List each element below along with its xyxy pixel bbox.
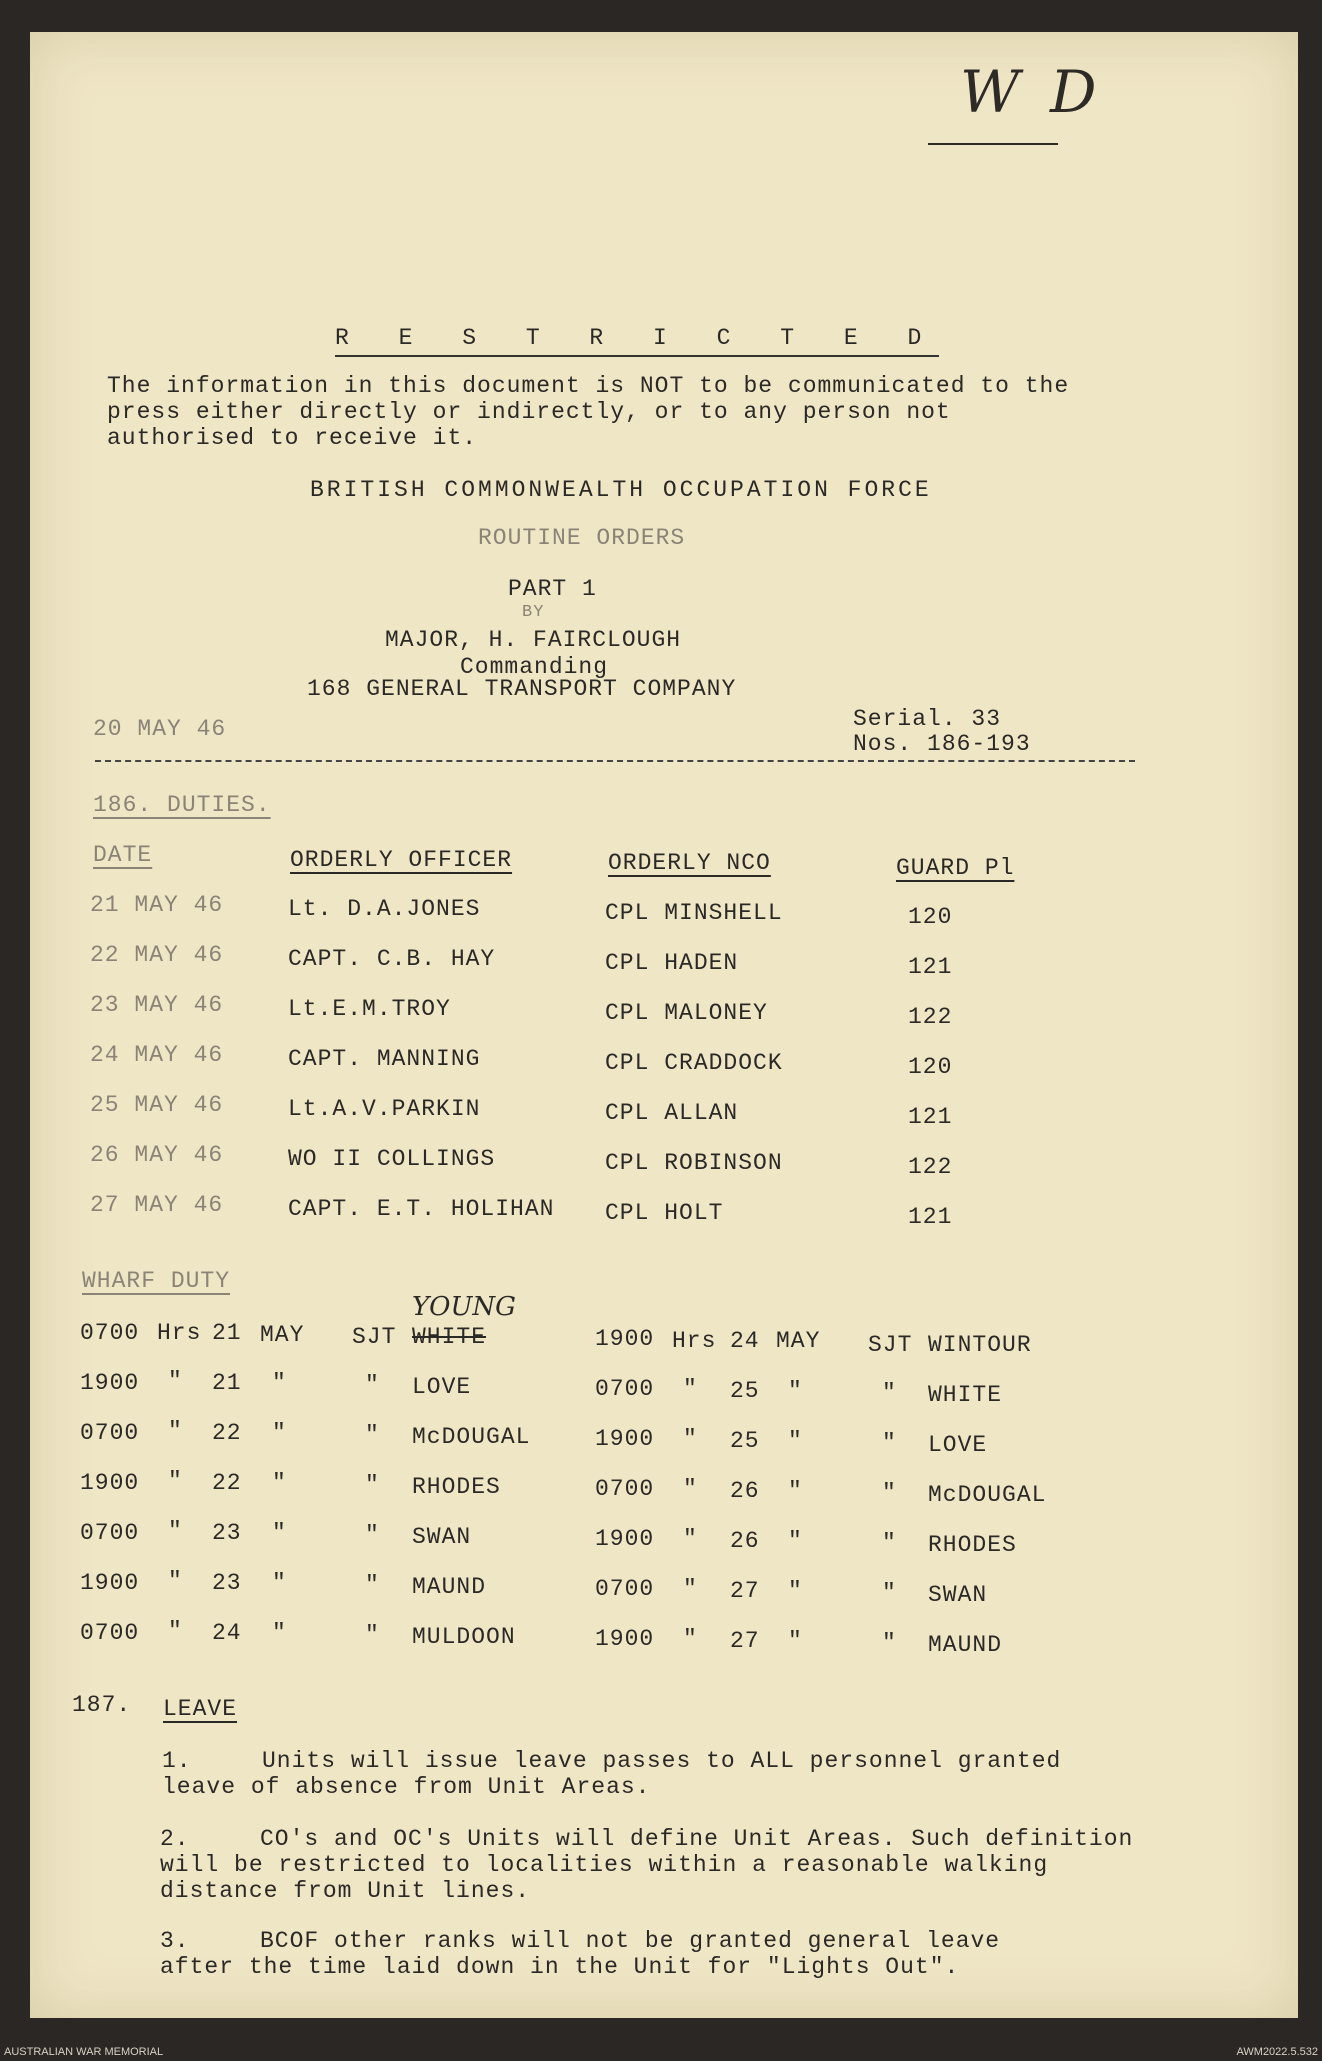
- wharf-time: 1900: [80, 1370, 140, 1396]
- duty-guard: 120: [908, 1054, 953, 1080]
- wharf-day: 22: [212, 1470, 242, 1496]
- wharf-time: 0700: [80, 1420, 140, 1446]
- col-orderly-nco: ORDERLY NCO: [608, 850, 771, 876]
- notice-line-1: The information in this document is NOT to be communicated to the: [107, 373, 1070, 399]
- duty-date: 24 MAY 46: [90, 1042, 224, 1068]
- footer-credit: AUSTRALIAN WAR MEMORIAL: [4, 2046, 164, 2058]
- duty-officer: Lt.A.V.PARKIN: [288, 1096, 481, 1122]
- wharf-hrs: ": [168, 1518, 183, 1544]
- wharf-rank: ": [365, 1422, 380, 1448]
- wharf-day: 24: [212, 1620, 242, 1646]
- duty-nco: CPL ALLAN: [605, 1100, 739, 1126]
- duty-officer: Lt. D.A.JONES: [288, 896, 481, 922]
- leave-item-text: BCOF other ranks will not be granted general leave after the time laid down in the Unit for "Lights Out".: [160, 1928, 1001, 1980]
- wharf-month: MAY: [776, 1328, 821, 1354]
- wharf-rank: SJT: [868, 1332, 913, 1358]
- wharf-hrs: ": [683, 1576, 698, 1602]
- wharf-month: ": [788, 1378, 803, 1404]
- wharf-day: 25: [730, 1378, 760, 1404]
- order-date: 20 MAY 46: [93, 716, 227, 742]
- leave-item: [162, 1748, 1122, 1800]
- wharf-hrs: ": [683, 1376, 698, 1402]
- wharf-name: SWAN: [412, 1524, 472, 1550]
- wharf-time: 0700: [595, 1576, 655, 1602]
- wharf-hrs: ": [683, 1526, 698, 1552]
- notice-line-3: authorised to receive it.: [107, 425, 478, 451]
- wharf-time: 1900: [595, 1326, 655, 1352]
- duty-guard: 121: [908, 1204, 953, 1230]
- wharf-rank: ": [882, 1630, 897, 1656]
- wharf-name: MAUND: [412, 1574, 487, 1600]
- wharf-rank: ": [365, 1372, 380, 1398]
- wharf-name: RHODES: [928, 1532, 1017, 1558]
- duty-date: 25 MAY 46: [90, 1092, 224, 1118]
- commander-name: MAJOR, H. FAIRCLOUGH: [385, 627, 682, 653]
- wharf-hrs: ": [683, 1626, 698, 1652]
- wharf-day: 23: [212, 1570, 242, 1596]
- leave-heading: LEAVE: [163, 1696, 238, 1722]
- leave-item-text: Units will issue leave passes to ALL personnel granted leave of absence from Unit Areas.: [162, 1748, 1062, 1800]
- duty-date: 26 MAY 46: [90, 1142, 224, 1168]
- wharf-time: 1900: [80, 1570, 140, 1596]
- wharf-month: ": [788, 1528, 803, 1554]
- wharf-hrs: ": [683, 1476, 698, 1502]
- duty-nco: CPL MALONEY: [605, 1000, 768, 1026]
- wharf-time: 0700: [80, 1320, 140, 1346]
- duty-nco: CPL HADEN: [605, 950, 739, 976]
- duty-guard: 120: [908, 904, 953, 930]
- wharf-hrs: ": [168, 1618, 183, 1644]
- restricted-title: R E S T R I C T E D: [335, 325, 939, 357]
- wharf-day: 27: [730, 1578, 760, 1604]
- wharf-name: RHODES: [412, 1474, 501, 1500]
- wharf-name: LOVE: [928, 1432, 988, 1458]
- duty-officer: CAPT. E.T. HOLIHAN: [288, 1196, 555, 1222]
- force-title: BRITISH COMMONWEALTH OCCUPATION FORCE: [310, 477, 932, 503]
- serial-number: Serial. 33: [853, 706, 1002, 732]
- wharf-time: 1900: [595, 1526, 655, 1552]
- wharf-day: 23: [212, 1520, 242, 1546]
- wharf-day: 21: [212, 1370, 242, 1396]
- wharf-day: 27: [730, 1628, 760, 1654]
- wharf-name: WINTOUR: [928, 1332, 1032, 1358]
- duty-officer: Lt.E.M.TROY: [288, 996, 451, 1022]
- wharf-month: ": [272, 1520, 287, 1546]
- notice-line-2: press either directly or indirectly, or to any person not: [107, 399, 951, 425]
- wharf-rank: SJT: [352, 1324, 397, 1350]
- duty-officer: CAPT. MANNING: [288, 1046, 481, 1072]
- duty-guard: 121: [908, 954, 953, 980]
- handwritten-correction: YOUNG: [412, 1292, 516, 1322]
- duty-date: 21 MAY 46: [90, 892, 224, 918]
- wharf-name: LOVE: [412, 1374, 472, 1400]
- commanding-label: Commanding: [460, 654, 609, 680]
- duty-nco: CPL MINSHELL: [605, 900, 783, 926]
- wharf-day: 25: [730, 1428, 760, 1454]
- wharf-rank: ": [365, 1522, 380, 1548]
- col-orderly-officer: ORDERLY OFFICER: [290, 847, 513, 873]
- wharf-hrs: ": [168, 1418, 183, 1444]
- leave-item-number: 2.: [160, 1826, 190, 1852]
- wharf-month: ": [272, 1420, 287, 1446]
- leave-item-number: 1.: [162, 1748, 192, 1774]
- wharf-day: 21: [212, 1320, 242, 1346]
- orders-title: ROUTINE ORDERS: [478, 525, 686, 551]
- wharf-month: ": [788, 1478, 803, 1504]
- col-guard-platoon: GUARD Pl: [896, 855, 1015, 881]
- wharf-name: MAUND: [928, 1632, 1003, 1658]
- wharf-time: 0700: [80, 1520, 140, 1546]
- wharf-month: MAY: [260, 1322, 305, 1348]
- wharf-name: MULDOON: [412, 1624, 516, 1650]
- handwritten-underline: [928, 143, 1058, 145]
- wharf-month: ": [272, 1620, 287, 1646]
- wharf-rank: ": [365, 1472, 380, 1498]
- wharf-month: ": [272, 1370, 287, 1396]
- duty-date: 27 MAY 46: [90, 1192, 224, 1218]
- order-numbers: Nos. 186-193: [853, 731, 1031, 757]
- handwritten-mark: W D: [960, 58, 1103, 126]
- col-date: DATE: [93, 842, 153, 868]
- wharf-day: 22: [212, 1420, 242, 1446]
- wharf-month: ": [272, 1570, 287, 1596]
- duty-officer: WO II COLLINGS: [288, 1146, 496, 1172]
- wharf-rank: ": [882, 1580, 897, 1606]
- duty-guard: 121: [908, 1104, 953, 1130]
- wharf-time: 0700: [595, 1476, 655, 1502]
- leave-item: [160, 1826, 1140, 1904]
- wharf-month: ": [272, 1470, 287, 1496]
- leave-item: [160, 1928, 1060, 1980]
- wharf-name: McDOUGAL: [928, 1482, 1047, 1508]
- duty-nco: CPL CRADDOCK: [605, 1050, 783, 1076]
- duty-date: 22 MAY 46: [90, 942, 224, 968]
- duty-date: 23 MAY 46: [90, 992, 224, 1018]
- part-label: PART 1: [508, 576, 597, 602]
- duty-officer: CAPT. C.B. HAY: [288, 946, 496, 972]
- wharf-hrs: Hrs: [672, 1328, 717, 1354]
- wharf-time: 1900: [595, 1626, 655, 1652]
- duty-nco: CPL ROBINSON: [605, 1150, 783, 1176]
- wharf-name: WHITE: [412, 1324, 487, 1350]
- wharf-rank: ": [882, 1380, 897, 1406]
- duty-guard: 122: [908, 1004, 953, 1030]
- wharf-name: SWAN: [928, 1582, 988, 1608]
- footer-accession: AWM2022.5.532: [1236, 2046, 1318, 2058]
- by-label: BY: [522, 603, 545, 622]
- wharf-month: ": [788, 1428, 803, 1454]
- wharf-month: ": [788, 1628, 803, 1654]
- duty-guard: 122: [908, 1154, 953, 1180]
- unit-name: 168 GENERAL TRANSPORT COMPANY: [307, 676, 737, 702]
- wharf-rank: ": [882, 1530, 897, 1556]
- wharf-rank: ": [365, 1622, 380, 1648]
- wharf-duty-heading: WHARF DUTY: [82, 1268, 231, 1294]
- wharf-time: 0700: [595, 1376, 655, 1402]
- wharf-time: 1900: [595, 1426, 655, 1452]
- wharf-day: 26: [730, 1478, 760, 1504]
- leave-item-text: CO's and OC's Units will define Unit Areas. Such definition will be restricted to localities within a reasonable walking distance from Unit lines.: [160, 1826, 1134, 1904]
- wharf-time: 0700: [80, 1620, 140, 1646]
- duties-heading: 186. DUTIES.: [93, 792, 271, 818]
- wharf-rank: ": [882, 1480, 897, 1506]
- wharf-name: McDOUGAL: [412, 1424, 531, 1450]
- wharf-day: 26: [730, 1528, 760, 1554]
- header-divider: [95, 760, 1135, 762]
- wharf-month: ": [788, 1578, 803, 1604]
- wharf-hrs: ": [168, 1568, 183, 1594]
- wharf-hrs: Hrs: [157, 1320, 202, 1346]
- wharf-hrs: ": [168, 1368, 183, 1394]
- wharf-hrs: ": [683, 1426, 698, 1452]
- leave-item-number: 3.: [160, 1928, 190, 1954]
- wharf-rank: ": [365, 1572, 380, 1598]
- wharf-time: 1900: [80, 1470, 140, 1496]
- wharf-hrs: ": [168, 1468, 183, 1494]
- duty-nco: CPL HOLT: [605, 1200, 724, 1226]
- wharf-day: 24: [730, 1328, 760, 1354]
- wharf-name: WHITE: [928, 1382, 1003, 1408]
- wharf-rank: ": [882, 1430, 897, 1456]
- leave-order-number: 187.: [72, 1692, 132, 1718]
